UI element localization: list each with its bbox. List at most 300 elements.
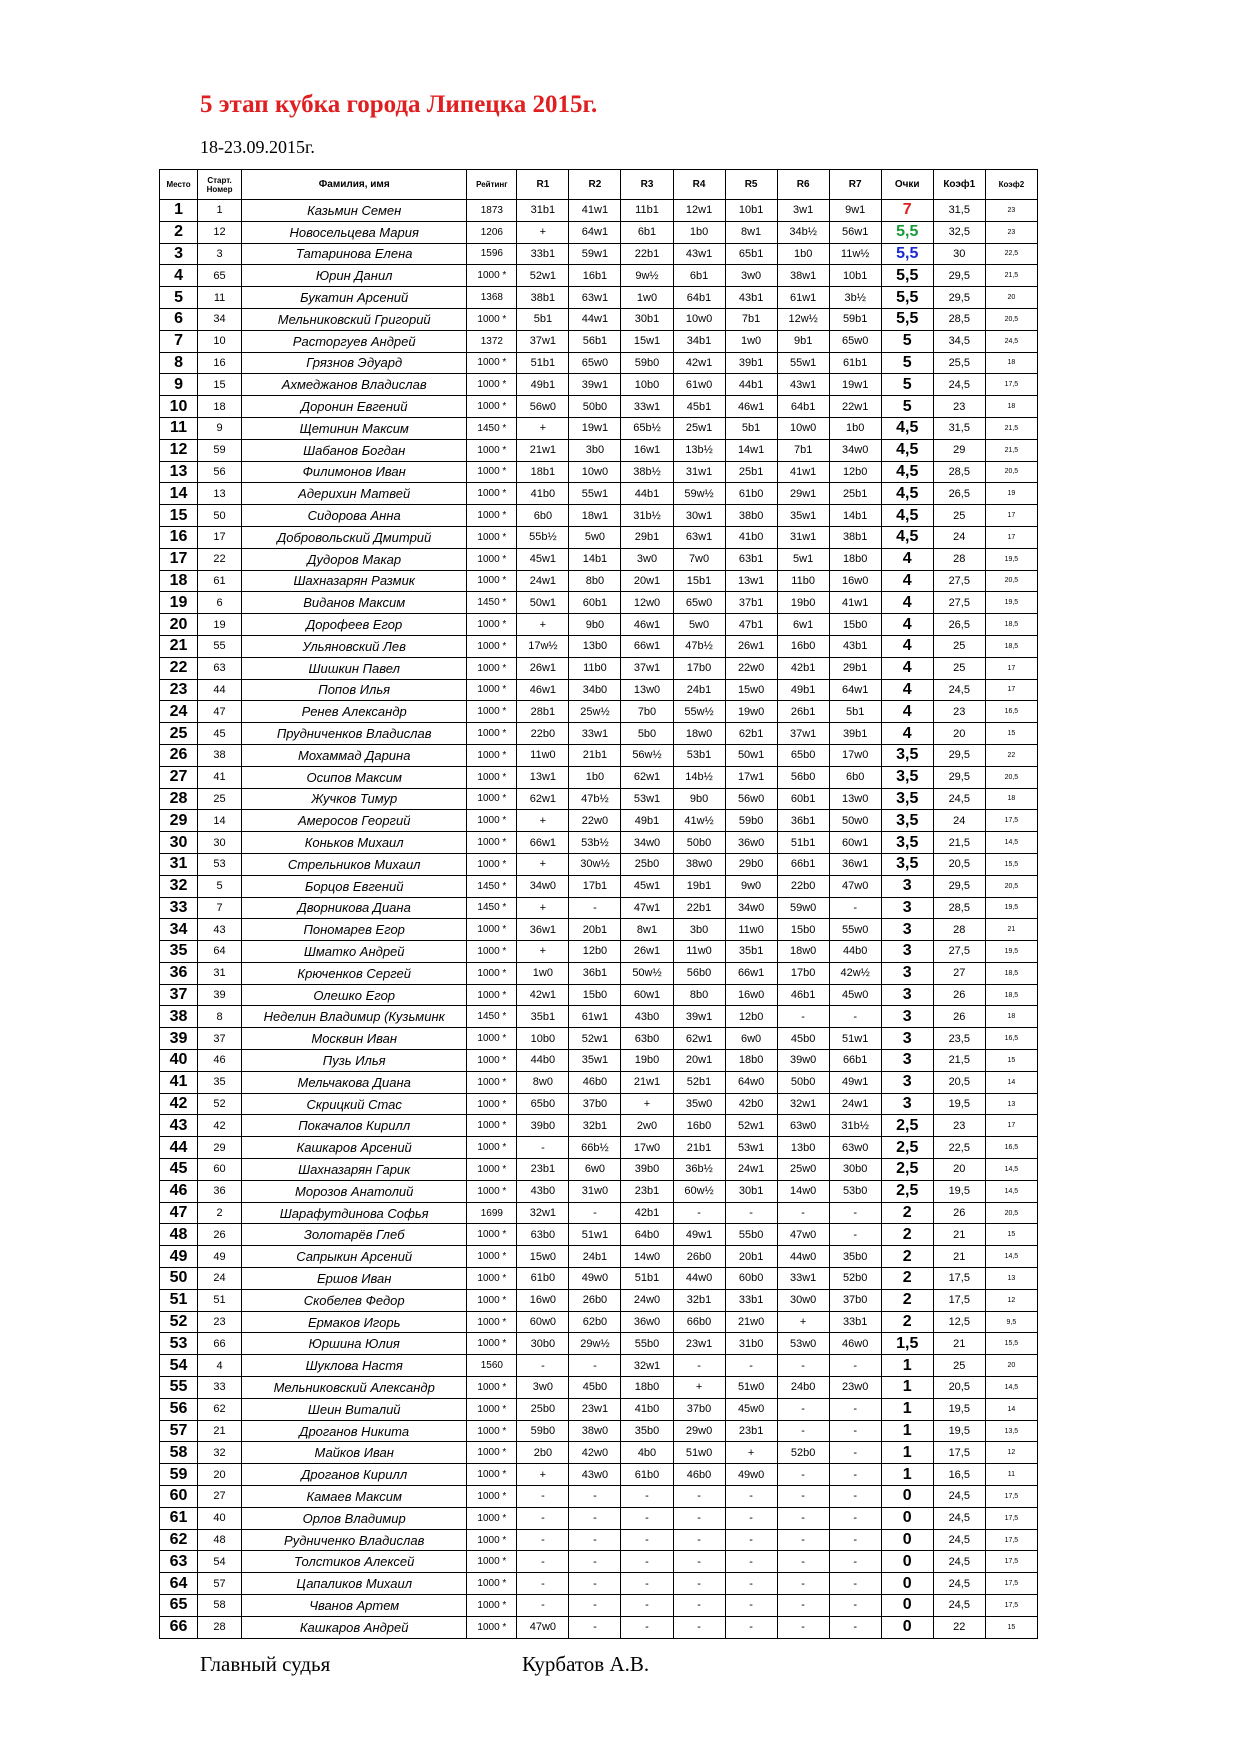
round-5-cell: 14w1 [725, 439, 777, 461]
player-name-cell: Букатин Арсений [242, 287, 467, 309]
round-5-cell: 44b1 [725, 374, 777, 396]
round-6-cell: + [777, 1311, 829, 1333]
coef2-cell: 19 [985, 483, 1037, 505]
round-1-cell: 31b1 [517, 200, 569, 222]
place-cell: 52 [160, 1311, 198, 1333]
rating-cell: 1000 * [467, 744, 517, 766]
round-2-cell: 45b0 [569, 1377, 621, 1399]
round-4-cell: 42w1 [673, 352, 725, 374]
place-cell: 44 [160, 1137, 198, 1159]
document-title: 5 этап кубка города Липецка 2015г. [200, 91, 598, 118]
start-number-cell: 23 [198, 1311, 242, 1333]
start-number-cell: 47 [198, 701, 242, 723]
rating-cell: 1000 * [467, 1093, 517, 1115]
round-5-cell: 41b0 [725, 526, 777, 548]
header-r7: R7 [829, 170, 881, 200]
round-7-cell: 55w0 [829, 919, 881, 941]
round-3-cell: - [621, 1529, 673, 1551]
coef1-cell: 32,5 [933, 221, 985, 243]
start-number-cell: 4 [198, 1355, 242, 1377]
round-1-cell: 3w0 [517, 1377, 569, 1399]
table-row [160, 439, 1038, 461]
player-name-cell: Виданов Максим [242, 592, 467, 614]
round-7-cell: 22w1 [829, 396, 881, 418]
round-2-cell: 18w1 [569, 505, 621, 527]
coef2-cell: 20,5 [985, 1202, 1037, 1224]
place-cell: 61 [160, 1507, 198, 1529]
round-6-cell: 65b0 [777, 744, 829, 766]
coef2-cell: 20 [985, 1355, 1037, 1377]
round-2-cell: 29w½ [569, 1333, 621, 1355]
table-row [160, 679, 1038, 701]
round-7-cell: - [829, 1616, 881, 1638]
table-row [160, 1028, 1038, 1050]
points-cell: 2,5 [881, 1180, 933, 1202]
table-row [160, 810, 1038, 832]
points-cell: 4 [881, 723, 933, 745]
rating-cell: 1000 * [467, 505, 517, 527]
rating-cell: 1206 [467, 221, 517, 243]
round-4-cell: 62w1 [673, 1028, 725, 1050]
round-1-cell: + [517, 614, 569, 636]
round-4-cell: 43w1 [673, 243, 725, 265]
round-1-cell: - [517, 1137, 569, 1159]
round-2-cell: 49w0 [569, 1268, 621, 1290]
round-3-cell: 41b0 [621, 1398, 673, 1420]
round-3-cell: 36w0 [621, 1311, 673, 1333]
rating-cell: 1450 * [467, 1006, 517, 1028]
coef2-cell: 20,5 [985, 766, 1037, 788]
place-cell: 20 [160, 614, 198, 636]
start-number-cell: 54 [198, 1551, 242, 1573]
coef1-cell: 22 [933, 1616, 985, 1638]
table-row [160, 723, 1038, 745]
round-4-cell: 30w1 [673, 505, 725, 527]
round-7-cell: 36w1 [829, 853, 881, 875]
round-7-cell: - [829, 1551, 881, 1573]
round-3-cell: 14w0 [621, 1246, 673, 1268]
header-name: Фамилия, имя [242, 170, 467, 200]
place-cell: 36 [160, 962, 198, 984]
points-cell: 3,5 [881, 853, 933, 875]
round-4-cell: 51w0 [673, 1442, 725, 1464]
points-cell: 4,5 [881, 483, 933, 505]
round-6-cell: 33w1 [777, 1268, 829, 1290]
place-cell: 2 [160, 221, 198, 243]
round-6-cell: - [777, 1398, 829, 1420]
player-name-cell: Татаринова Елена [242, 243, 467, 265]
place-cell: 43 [160, 1115, 198, 1137]
round-3-cell: 35b0 [621, 1420, 673, 1442]
round-3-cell: 11b1 [621, 200, 673, 222]
round-1-cell: 65b0 [517, 1093, 569, 1115]
round-7-cell: 11w½ [829, 243, 881, 265]
start-number-cell: 9 [198, 417, 242, 439]
table-row [160, 1333, 1038, 1355]
round-5-cell: 9w0 [725, 875, 777, 897]
round-6-cell: 42b1 [777, 657, 829, 679]
round-7-cell: 51w1 [829, 1028, 881, 1050]
start-number-cell: 14 [198, 810, 242, 832]
round-7-cell: 56w1 [829, 221, 881, 243]
points-cell: 5,5 [881, 287, 933, 309]
round-2-cell: 46b0 [569, 1071, 621, 1093]
table-row [160, 1224, 1038, 1246]
table-header-row [160, 170, 1038, 200]
player-name-cell: Скрицкий Стас [242, 1093, 467, 1115]
place-cell: 27 [160, 766, 198, 788]
round-6-cell: 63w0 [777, 1115, 829, 1137]
round-7-cell: 1b0 [829, 417, 881, 439]
player-name-cell: Мельниковский Александр [242, 1377, 467, 1399]
round-2-cell: - [569, 1616, 621, 1638]
round-2-cell: 66b½ [569, 1137, 621, 1159]
round-7-cell: 29b1 [829, 657, 881, 679]
round-2-cell: 43w0 [569, 1464, 621, 1486]
coef2-cell: 14,5 [985, 1159, 1037, 1181]
rating-cell: 1000 * [467, 635, 517, 657]
round-1-cell: - [517, 1486, 569, 1508]
round-7-cell: 64w1 [829, 679, 881, 701]
round-3-cell: 1w0 [621, 287, 673, 309]
round-4-cell: 55w½ [673, 701, 725, 723]
round-6-cell: 36b1 [777, 810, 829, 832]
coef2-cell: 16,5 [985, 701, 1037, 723]
place-cell: 34 [160, 919, 198, 941]
round-1-cell: 62w1 [517, 788, 569, 810]
rating-cell: 1000 * [467, 548, 517, 570]
round-7-cell: - [829, 1202, 881, 1224]
round-1-cell: - [517, 1573, 569, 1595]
round-2-cell: - [569, 897, 621, 919]
round-4-cell: 35w0 [673, 1093, 725, 1115]
rating-cell: 1873 [467, 200, 517, 222]
round-5-cell: 29b0 [725, 853, 777, 875]
coef1-cell: 20,5 [933, 1377, 985, 1399]
rating-cell: 1000 * [467, 308, 517, 330]
round-5-cell: 66w1 [725, 962, 777, 984]
round-6-cell: 15b0 [777, 919, 829, 941]
round-7-cell: - [829, 1464, 881, 1486]
round-2-cell: 42w0 [569, 1442, 621, 1464]
round-7-cell: 50w0 [829, 810, 881, 832]
rating-cell: 1000 * [467, 439, 517, 461]
round-2-cell: 10w0 [569, 461, 621, 483]
round-3-cell: 39b0 [621, 1159, 673, 1181]
rating-cell: 1000 * [467, 1507, 517, 1529]
start-number-cell: 29 [198, 1137, 242, 1159]
rating-cell: 1000 * [467, 1529, 517, 1551]
round-1-cell: 46w1 [517, 679, 569, 701]
round-2-cell: 16b1 [569, 265, 621, 287]
round-6-cell: 10w0 [777, 417, 829, 439]
round-2-cell: 37b0 [569, 1093, 621, 1115]
points-cell: 3 [881, 875, 933, 897]
round-7-cell: 13w0 [829, 788, 881, 810]
round-2-cell: 31w0 [569, 1180, 621, 1202]
round-7-cell: 66b1 [829, 1050, 881, 1072]
round-1-cell: 22b0 [517, 723, 569, 745]
rating-cell: 1000 * [467, 1311, 517, 1333]
round-7-cell: 60w1 [829, 832, 881, 854]
place-cell: 40 [160, 1050, 198, 1072]
round-3-cell: - [621, 1616, 673, 1638]
coef2-cell: 17 [985, 1115, 1037, 1137]
round-6-cell: 41w1 [777, 461, 829, 483]
round-5-cell: - [725, 1616, 777, 1638]
table-row [160, 1246, 1038, 1268]
round-2-cell: 47b½ [569, 788, 621, 810]
rating-cell: 1000 * [467, 1224, 517, 1246]
player-name-cell: Орлов Владимир [242, 1507, 467, 1529]
table-row [160, 1050, 1038, 1072]
start-number-cell: 40 [198, 1507, 242, 1529]
coef1-cell: 27,5 [933, 941, 985, 963]
coef2-cell: 13,5 [985, 1420, 1037, 1442]
coef2-cell: 12 [985, 1442, 1037, 1464]
round-7-cell: 5b1 [829, 701, 881, 723]
start-number-cell: 20 [198, 1464, 242, 1486]
round-3-cell: 6b1 [621, 221, 673, 243]
player-name-cell: Золотарёв Глеб [242, 1224, 467, 1246]
place-cell: 54 [160, 1355, 198, 1377]
round-6-cell: 9b1 [777, 330, 829, 352]
rating-cell: 1000 * [467, 723, 517, 745]
round-6-cell: 11b0 [777, 570, 829, 592]
round-6-cell: - [777, 1355, 829, 1377]
table-row [160, 1159, 1038, 1181]
round-5-cell: 31b0 [725, 1333, 777, 1355]
round-1-cell: 24w1 [517, 570, 569, 592]
round-5-cell: 47b1 [725, 614, 777, 636]
round-3-cell: 8w1 [621, 919, 673, 941]
table-row [160, 1093, 1038, 1115]
round-2-cell: 56b1 [569, 330, 621, 352]
place-cell: 5 [160, 287, 198, 309]
round-3-cell: 5b0 [621, 723, 673, 745]
round-1-cell: 36w1 [517, 919, 569, 941]
round-1-cell: 56w0 [517, 396, 569, 418]
coef1-cell: 16,5 [933, 1464, 985, 1486]
coef1-cell: 22,5 [933, 1137, 985, 1159]
points-cell: 5,5 [881, 265, 933, 287]
player-name-cell: Мельниковский Григорий [242, 308, 467, 330]
rating-cell: 1000 * [467, 396, 517, 418]
rating-cell: 1000 * [467, 1486, 517, 1508]
round-7-cell: 16w0 [829, 570, 881, 592]
player-name-cell: Прудниченков Владислав [242, 723, 467, 745]
player-name-cell: Москвин Иван [242, 1028, 467, 1050]
table-row [160, 461, 1038, 483]
points-cell: 5 [881, 374, 933, 396]
place-cell: 65 [160, 1595, 198, 1617]
round-6-cell: 22b0 [777, 875, 829, 897]
round-3-cell: 12w0 [621, 592, 673, 614]
table-row [160, 396, 1038, 418]
round-5-cell: 45w0 [725, 1398, 777, 1420]
points-cell: 2,5 [881, 1159, 933, 1181]
points-cell: 2 [881, 1246, 933, 1268]
coef2-cell: 21,5 [985, 265, 1037, 287]
points-cell: 2 [881, 1289, 933, 1311]
start-number-cell: 18 [198, 396, 242, 418]
place-cell: 59 [160, 1464, 198, 1486]
round-2-cell: 59w1 [569, 243, 621, 265]
coef2-cell: 20,5 [985, 570, 1037, 592]
points-cell: 4 [881, 592, 933, 614]
round-3-cell: - [621, 1486, 673, 1508]
coef1-cell: 20 [933, 723, 985, 745]
coef2-cell: 17,5 [985, 1529, 1037, 1551]
coef1-cell: 31,5 [933, 417, 985, 439]
coef2-cell: 14 [985, 1398, 1037, 1420]
start-number-cell: 62 [198, 1398, 242, 1420]
start-number-cell: 53 [198, 853, 242, 875]
round-2-cell: 36b1 [569, 962, 621, 984]
round-6-cell: 59w0 [777, 897, 829, 919]
round-3-cell: 25b0 [621, 853, 673, 875]
place-cell: 58 [160, 1442, 198, 1464]
round-4-cell: 8b0 [673, 984, 725, 1006]
round-1-cell: 41b0 [517, 483, 569, 505]
round-1-cell: 6b0 [517, 505, 569, 527]
round-5-cell: 43b1 [725, 287, 777, 309]
round-1-cell: 28b1 [517, 701, 569, 723]
round-5-cell: 21w0 [725, 1311, 777, 1333]
start-number-cell: 8 [198, 1006, 242, 1028]
table-row [160, 200, 1038, 222]
place-cell: 18 [160, 570, 198, 592]
round-2-cell: 51w1 [569, 1224, 621, 1246]
table-row [160, 352, 1038, 374]
round-4-cell: 19b1 [673, 875, 725, 897]
table-row [160, 897, 1038, 919]
coef2-cell: 17,5 [985, 1551, 1037, 1573]
points-cell: 4 [881, 548, 933, 570]
chief-judge-name: Курбатов А.В. [522, 1652, 650, 1676]
coef2-cell: 11 [985, 1464, 1037, 1486]
rating-cell: 1000 * [467, 461, 517, 483]
round-3-cell: 44b1 [621, 483, 673, 505]
table-row [160, 1311, 1038, 1333]
round-5-cell: 23b1 [725, 1420, 777, 1442]
coef1-cell: 26 [933, 1006, 985, 1028]
table-row [160, 941, 1038, 963]
start-number-cell: 63 [198, 657, 242, 679]
round-5-cell: - [725, 1573, 777, 1595]
round-5-cell: 52w1 [725, 1115, 777, 1137]
table-row [160, 984, 1038, 1006]
place-cell: 14 [160, 483, 198, 505]
player-name-cell: Осипов Максим [242, 766, 467, 788]
coef2-cell: 16,5 [985, 1137, 1037, 1159]
player-name-cell: Шабанов Богдан [242, 439, 467, 461]
table-row [160, 1420, 1038, 1442]
player-name-cell: Ермаков Игорь [242, 1311, 467, 1333]
start-number-cell: 64 [198, 941, 242, 963]
round-3-cell: 56w½ [621, 744, 673, 766]
round-6-cell: 51b1 [777, 832, 829, 854]
start-number-cell: 59 [198, 439, 242, 461]
coef1-cell: 34,5 [933, 330, 985, 352]
round-7-cell: 31b½ [829, 1115, 881, 1137]
round-5-cell: 46w1 [725, 396, 777, 418]
round-6-cell: - [777, 1573, 829, 1595]
place-cell: 30 [160, 832, 198, 854]
round-4-cell: 5w0 [673, 614, 725, 636]
points-cell: 5 [881, 352, 933, 374]
place-cell: 48 [160, 1224, 198, 1246]
place-cell: 45 [160, 1159, 198, 1181]
table-row [160, 1442, 1038, 1464]
round-6-cell: - [777, 1006, 829, 1028]
round-6-cell: 17b0 [777, 962, 829, 984]
points-cell: 3 [881, 1093, 933, 1115]
coef1-cell: 25 [933, 1355, 985, 1377]
player-name-cell: Юрин Данил [242, 265, 467, 287]
round-3-cell: 23b1 [621, 1180, 673, 1202]
round-4-cell: 60w½ [673, 1180, 725, 1202]
place-cell: 7 [160, 330, 198, 352]
round-6-cell: 56b0 [777, 766, 829, 788]
rating-cell: 1000 * [467, 984, 517, 1006]
round-1-cell: 52w1 [517, 265, 569, 287]
round-1-cell: 44b0 [517, 1050, 569, 1072]
round-3-cell: 15w1 [621, 330, 673, 352]
round-5-cell: 42b0 [725, 1093, 777, 1115]
round-5-cell: 20b1 [725, 1246, 777, 1268]
points-cell: 3 [881, 1071, 933, 1093]
round-7-cell: 18b0 [829, 548, 881, 570]
round-4-cell: 56b0 [673, 962, 725, 984]
rating-cell: 1000 * [467, 1028, 517, 1050]
round-5-cell: 61b0 [725, 483, 777, 505]
table-row [160, 766, 1038, 788]
round-5-cell: 56w0 [725, 788, 777, 810]
round-7-cell: 15b0 [829, 614, 881, 636]
place-cell: 63 [160, 1551, 198, 1573]
start-number-cell: 32 [198, 1442, 242, 1464]
round-1-cell: 5b1 [517, 308, 569, 330]
round-7-cell: 37b0 [829, 1289, 881, 1311]
round-2-cell: 26b0 [569, 1289, 621, 1311]
round-7-cell: 35b0 [829, 1246, 881, 1268]
round-4-cell: 17b0 [673, 657, 725, 679]
place-cell: 37 [160, 984, 198, 1006]
round-2-cell: 53b½ [569, 832, 621, 854]
points-cell: 0 [881, 1595, 933, 1617]
round-6-cell: - [777, 1464, 829, 1486]
start-number-cell: 31 [198, 962, 242, 984]
round-1-cell: - [517, 1529, 569, 1551]
start-number-cell: 5 [198, 875, 242, 897]
round-3-cell: 17w0 [621, 1137, 673, 1159]
player-name-cell: Новосельцева Мария [242, 221, 467, 243]
round-7-cell: 24w1 [829, 1093, 881, 1115]
coef2-cell: 18 [985, 1006, 1037, 1028]
player-name-cell: Жучков Тимур [242, 788, 467, 810]
coef2-cell: 24,5 [985, 330, 1037, 352]
rating-cell: 1000 * [467, 1442, 517, 1464]
points-cell: 0 [881, 1507, 933, 1529]
round-2-cell: 33w1 [569, 723, 621, 745]
start-number-cell: 24 [198, 1268, 242, 1290]
round-3-cell: 33w1 [621, 396, 673, 418]
table-row [160, 614, 1038, 636]
round-3-cell: 29b1 [621, 526, 673, 548]
start-number-cell: 10 [198, 330, 242, 352]
place-cell: 16 [160, 526, 198, 548]
